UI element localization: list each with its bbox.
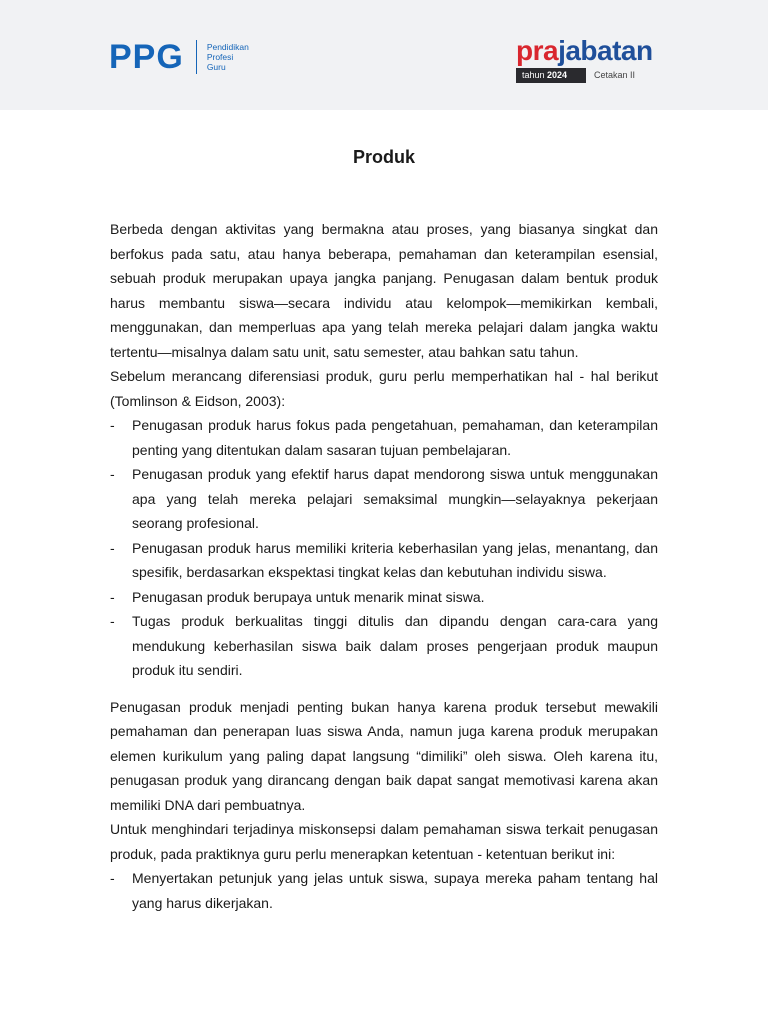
page-header bbox=[0, 0, 768, 110]
edition-label: Cetakan II bbox=[594, 70, 636, 80]
list-item-text: Penugasan produk berupaya untuk menarik minat siswa. bbox=[132, 588, 485, 605]
paragraph: Untuk menghindari terjadinya miskonsepsi dalam pemahaman siswa terkait penugasan produk, pada praktiknya guru perlu menerapkan ketentuan - ketentuan berikut ini: bbox=[110, 821, 658, 862]
year-badge bbox=[516, 68, 586, 83]
list-item bbox=[110, 413, 658, 462]
prajabatan-info-row bbox=[516, 68, 662, 83]
ppg-logo bbox=[109, 38, 249, 76]
list-item bbox=[110, 462, 658, 536]
prajabatan-wordmark bbox=[516, 36, 662, 66]
list-item-text: Penugasan produk harus fokus pada pengetahuan, pemahaman, dan keterampilan penting yang ditentukan dalam sasaran tujuan pembelajaran. bbox=[132, 417, 658, 458]
bullet-dash: - bbox=[110, 539, 115, 556]
paragraph: Berbeda dengan aktivitas yang bermakna atau proses, yang biasanya singkat dan berfokus pada satu, atau hanya beberapa, pemahaman dan keterampilan esensial, sebuah produk merupakan upaya jangka panjang. Penugasan dalam bentuk produk harus membantu siswa—secara individu atau kelompok—memikirkan kembali, menggunakan, dan memperluas apa yang telah mereka pelajari dalam jangka waktu tertentu—misalnya dalam satu unit, satu semester, atau bahkan satu tahun. bbox=[110, 221, 658, 360]
ppg-logo-divider bbox=[196, 40, 197, 74]
ppg-logo-subtitle bbox=[207, 42, 249, 72]
list-item-text: Penugasan produk yang efektif harus dapat mendorong siswa untuk menggunakan apa yang telah mereka pelajari semaksimal mungkin—selayaknya pekerjaan seorang profesional. bbox=[132, 466, 658, 531]
prajabatan-logo bbox=[516, 36, 662, 83]
bullet-list bbox=[110, 866, 658, 915]
list-item bbox=[110, 866, 658, 915]
list-item-text: Menyertakan petunjuk yang jelas untuk siswa, supaya mereka paham tentang hal yang harus dikerjakan. bbox=[132, 870, 658, 911]
paragraph-gap bbox=[110, 683, 658, 695]
ppg-logo-line: Pendidikan bbox=[206, 42, 249, 52]
ppg-logo-line: Profesi bbox=[206, 52, 234, 62]
list-item bbox=[110, 609, 658, 683]
paragraph: Sebelum merancang diferensiasi produk, guru perlu memperhatikan hal - hal berikut (Tomlinson & Eidson, 2003): bbox=[110, 368, 658, 409]
bullet-dash: - bbox=[110, 417, 115, 433]
bullet-dash: - bbox=[110, 588, 115, 605]
paragraph: Penugasan produk menjadi penting bukan hanya karena produk tersebut mewakili pemahaman dan penerapan luas siswa Anda, namun juga karena produk merupakan elemen kurikulum yang paling dapat langsung “dimiliki” oleh siswa. Oleh karena itu, penugasan produk yang dirancang dengan baik dapat sangat memotivasi karena akan memiliki DNA dari pembuatnya. bbox=[110, 698, 658, 813]
page-title: Produk bbox=[352, 147, 415, 167]
bullet-dash: - bbox=[110, 613, 115, 629]
prajabatan-wordmark-part: jabatan bbox=[558, 35, 653, 66]
prajabatan-wordmark-part: pra bbox=[516, 35, 559, 66]
list-item bbox=[110, 536, 658, 585]
bullet-dash: - bbox=[110, 466, 115, 482]
ppg-logo-line: Guru bbox=[206, 62, 226, 72]
list-item-text: Tugas produk berkualitas tinggi ditulis dan dipandu dengan cara-cara yang mendukung keberhasilan siswa baik dalam proses pengerjaan produk maupun produk itu sendiri. bbox=[132, 613, 658, 678]
year-badge-year: 2024 bbox=[547, 70, 568, 80]
list-item bbox=[110, 585, 658, 610]
bullet-dash: - bbox=[110, 870, 115, 886]
ppg-logo-mark: PPG bbox=[109, 38, 184, 76]
document-body bbox=[110, 217, 658, 915]
bullet-list bbox=[110, 413, 658, 683]
list-item-text: Penugasan produk harus memiliki kriteria keberhasilan yang jelas, menantang, dan spesifik, berdasarkan ekspektasi tingkat kelas dan kebutuhan individu siswa. bbox=[132, 539, 658, 580]
year-badge-prefix: tahun bbox=[522, 70, 548, 80]
